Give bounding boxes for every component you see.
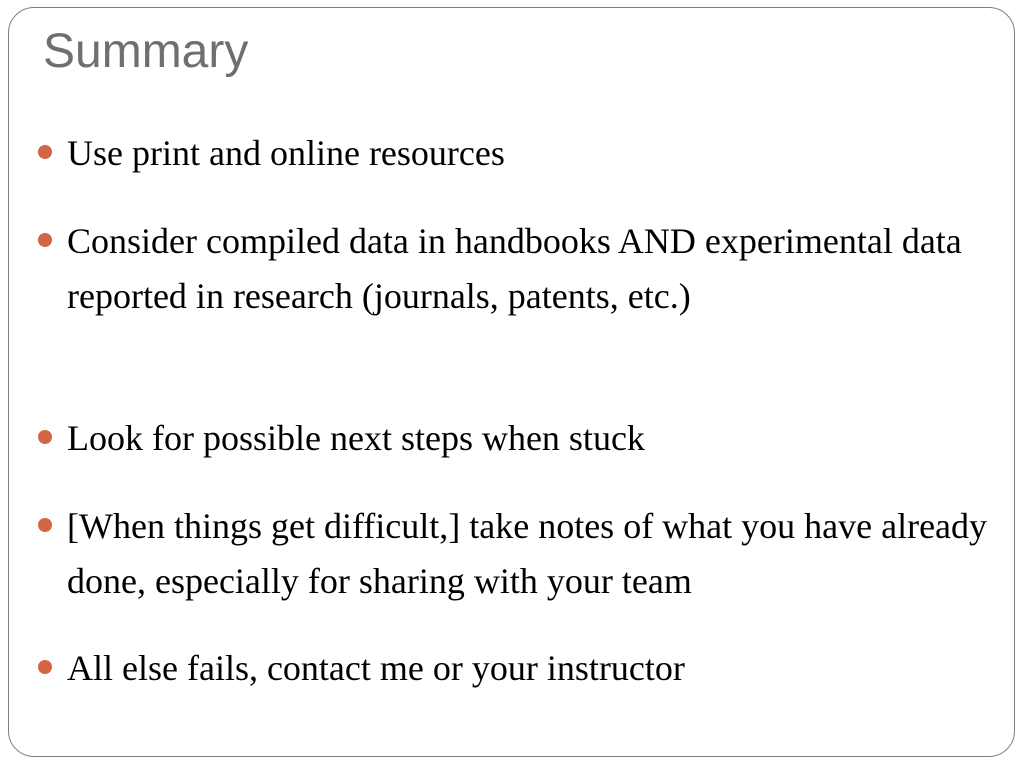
- bullet-dot-icon: [38, 660, 52, 674]
- bullet-dot-icon: [38, 518, 52, 532]
- bullet-dot-icon: [38, 233, 52, 247]
- bullet-item: [38, 126, 998, 181]
- bullet-text: Look for possible next steps when stuck: [67, 418, 645, 458]
- bullet-item: [38, 214, 998, 324]
- bullet-text: Consider compiled data in handbooks AND experimental data reported in research (journals, patents, etc.): [67, 221, 962, 316]
- bullet-text: Use print and online resources: [67, 133, 505, 173]
- bullet-text: [When things get difficult,] take notes of what you have already done, especially for sharing with your team: [67, 506, 988, 601]
- slide-title: Summary: [43, 25, 249, 78]
- bullet-dot-icon: [38, 145, 52, 159]
- bullet-item: [38, 499, 998, 609]
- bullet-text: All else fails, contact me or your instructor: [67, 648, 685, 688]
- bullet-item: [38, 411, 998, 466]
- bullet-dot-icon: [38, 430, 52, 444]
- bullet-item: [38, 641, 998, 696]
